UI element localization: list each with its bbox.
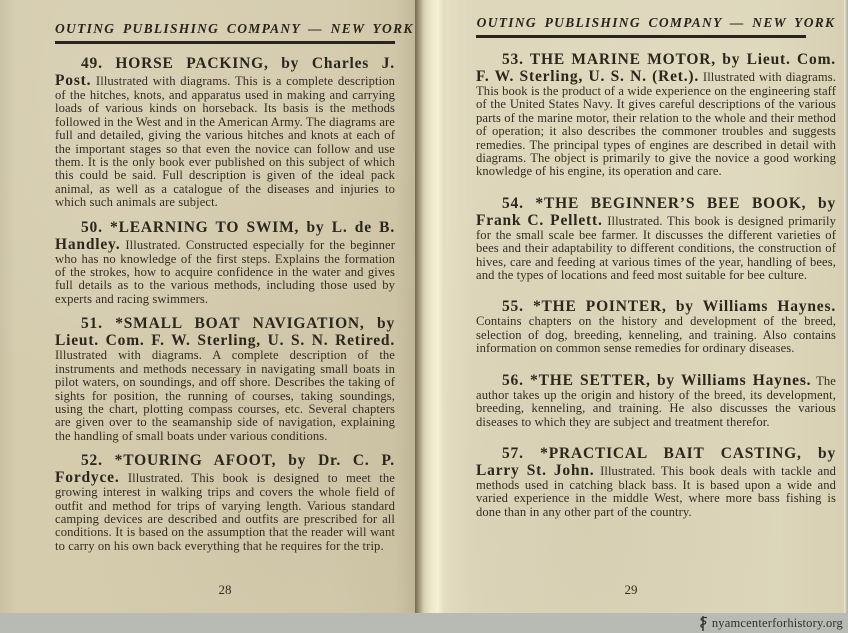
entry-description: Illustrated with diagrams. This book is the product of a wide experience on the engineering staff of the United States Navy. It gives careful descriptions of the various parts of the marine motor, their relation to the whole and their method of operation; it also describes the commoner troubles and suggests remedies. The principal types of engines are described in detail with diagrams. The object is primarily to give the novice a good working knowledge of his engine, its operation and care. — [476, 70, 836, 179]
page-number: 29 — [624, 582, 638, 597]
catalog-entry — [476, 195, 836, 283]
catalog-entry — [55, 452, 395, 553]
page-gutter — [415, 0, 446, 613]
watermark-bar — [0, 613, 848, 633]
entry-lead: 52. *TOURING AFOOT, by Dr. C. P. Fordyce. — [55, 452, 395, 487]
entry-lead: 57. *PRACTICAL BAIT CASTING, by Larry St. John. — [476, 444, 836, 479]
page-left-column — [55, 21, 414, 562]
running-head: OUTING PUBLISHING COMPANY — NEW YORK — [55, 21, 414, 36]
page-edge — [844, 0, 848, 613]
entry-lead: 56. *THE SETTER, by Williams Haynes. — [502, 371, 812, 389]
watermark-text: nyamcenterforhistory.org — [711, 615, 843, 630]
catalog-entry — [55, 219, 395, 307]
entry-description: Illustrated. This book is designed to meet the growing interest in walking trips and covers the whole field of outfit and method for trips of varying length. Various standard camping devices are described and outfits are prescribed for all conditions. It is based on the assumption that the reader will want to carry on his own back everything that he requires for the trip. — [55, 471, 395, 553]
entry-lead: 54. *THE BEGINNER’S BEE BOOK, by Frank C. Pellett. — [476, 194, 836, 229]
entry-description: Illustrated. Constructed especially for the beginner who has no knowledge of the first steps. Explains the formation of the strokes, how to acquire confidence in the water and gives full details as to the various methods, including those used by experts and racing swimmers. — [55, 237, 395, 306]
catalog-entry — [476, 51, 836, 179]
catalog-entry — [476, 372, 836, 429]
header-rule — [55, 41, 395, 44]
entry-lead: 53. THE MARINE MOTOR, by Lieut. Com. F. W. Sterling, U. S. N. (Ret.). — [476, 51, 836, 85]
page-left — [0, 0, 415, 613]
catalog-entry — [476, 445, 836, 519]
entry-lead: 51. *SMALL BOAT NAVIGATION, by Lieut. Com. F. W. Sterling, U. S. N. Retired. — [55, 315, 395, 350]
entry-description: The author takes up the origin and history of the breed, its development, breeding, kenneling, and training. He also discusses the various diseases to which they are subject and treatment therefor. — [476, 373, 836, 429]
entry-lead: 55. *THE POINTER, by Williams Haynes. — [502, 298, 836, 316]
entry-description: Illustrated. This book deals with tackle and methods used in catching black bass. It is based upon a wide and varied experience in the middle West, where more bass fishing is done than in any other part of the country. — [476, 463, 836, 519]
staff-of-asclepius-icon — [697, 615, 709, 632]
entry-description: Illustrated with diagrams. This is a complete description of the hitches, knots, and apparatus used in making and carrying loads of various kinds on horseback. Its basis is the methods followed in the West and in the American Army. The diagrams are full and detailed, giving the various hitches and knots at each of the important stages so that even the novice can follow and use them. It is the only book ever published on this subject of which this could be said. Full description is given of the ideal pack animal, as well as a catalogue of the diseases and injuries to which such animals are subject. — [55, 74, 395, 210]
entry-lead: 49. HORSE PACKING, by Charles J. Post. — [55, 55, 395, 89]
entry-lead: 50. *LEARNING TO SWIM, by L. de B. Handley. — [55, 218, 395, 253]
page-right-column — [476, 15, 836, 535]
page-right — [446, 0, 844, 613]
entry-description: Illustrated. This book is designed primarily for the small scale bee farmer. It discusses the different varieties of bees and their adaptability to different conditions, the construction of hives, care and feeding at various times of the year, handling of bees, and the types of locations and feed most suitable for bee culture. — [476, 213, 836, 283]
running-head: OUTING PUBLISHING COMPANY — NEW YORK — [476, 15, 836, 30]
header-rule — [476, 35, 806, 38]
entry-description: Illustrated with diagrams. A complete description of the instruments and methods necessary in navigating small boats in pilot waters, on soundings, and off shore. Describes the taking of sights for position, the running of courses, taking soundings, using the chart, plotting compass courses, etc. Several chapters are given over to the seamanship side of navigation, explaining the handling of small boats under various conditions. — [55, 348, 395, 443]
page-number: 28 — [218, 582, 232, 597]
entry-description: Contains chapters on the history and development of the breed, selection of dog, breeding, kenneling, and training. Also contains information on common sense remedies for ordinary diseases. — [476, 314, 836, 356]
catalog-entry — [476, 298, 836, 355]
catalog-entry — [55, 315, 395, 443]
catalog-entry — [55, 55, 395, 210]
